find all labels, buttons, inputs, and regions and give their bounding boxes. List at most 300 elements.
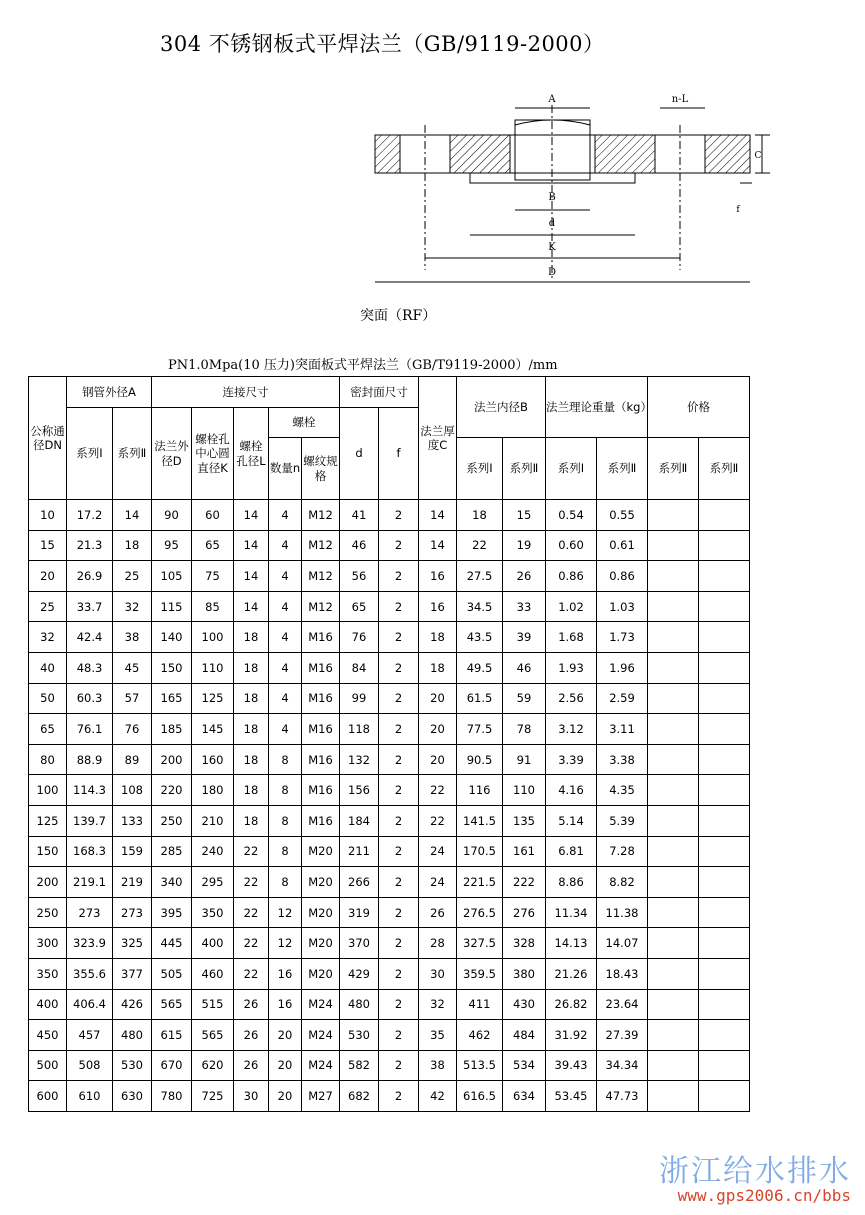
table-cell: 34.34 (597, 1050, 648, 1081)
table-cell: 76 (113, 714, 152, 745)
table-cell: 221.5 (457, 867, 503, 898)
table-cell: 24 (419, 867, 457, 898)
table-cell: 57 (113, 683, 152, 714)
table-cell: 14 (419, 500, 457, 531)
table-body (29, 500, 750, 1112)
table-cell: 340 (152, 867, 192, 898)
table-cell: 219 (113, 867, 152, 898)
table-cell: 8.82 (597, 867, 648, 898)
table-cell: 615 (152, 1020, 192, 1051)
table-cell: 30 (419, 958, 457, 989)
table-cell: 7.28 (597, 836, 648, 867)
table-cell: 76.1 (67, 714, 113, 745)
table-cell: 222 (503, 867, 546, 898)
price-cell (648, 561, 699, 592)
table-cell: 530 (340, 1020, 379, 1051)
table-cell: 620 (192, 1050, 234, 1081)
table-cell: 32 (419, 989, 457, 1020)
table-cell: 240 (192, 836, 234, 867)
table-cell: 27.5 (457, 561, 503, 592)
table-row (29, 897, 750, 928)
table-cell: 1.96 (597, 652, 648, 683)
table-cell: 600 (29, 1081, 67, 1112)
table-cell: 2 (379, 867, 419, 898)
table-cell: 161 (503, 836, 546, 867)
table-cell: 25 (113, 561, 152, 592)
table-cell: 27.39 (597, 1020, 648, 1051)
table-row (29, 805, 750, 836)
table-cell: 15 (503, 500, 546, 531)
flange-spec-table (28, 376, 750, 1112)
table-cell: 400 (192, 928, 234, 959)
table-cell: M16 (302, 652, 340, 683)
table-cell: 395 (152, 897, 192, 928)
table-row (29, 1020, 750, 1051)
table-cell: 46 (340, 530, 379, 561)
table-cell: 24 (419, 836, 457, 867)
table-cell: 33.7 (67, 591, 113, 622)
table-cell: 108 (113, 775, 152, 806)
header-weight: 法兰理论重量（kg） (546, 377, 648, 438)
table-cell: M12 (302, 561, 340, 592)
price-cell (699, 928, 750, 959)
price-cell (648, 683, 699, 714)
table-cell: 670 (152, 1050, 192, 1081)
table-cell: 2.59 (597, 683, 648, 714)
raised-face-caption: 突面（RF） (360, 308, 437, 324)
header-bore-s1: 系列Ⅰ (457, 438, 503, 500)
table-cell: 505 (152, 958, 192, 989)
table-cell: 500 (29, 1050, 67, 1081)
price-cell (648, 1081, 699, 1112)
table-cell: 211 (340, 836, 379, 867)
table-cell: 114.3 (67, 775, 113, 806)
table-cell: 4 (269, 714, 302, 745)
table-cell: 46 (503, 652, 546, 683)
table-cell: 2 (379, 622, 419, 653)
price-cell (699, 622, 750, 653)
table-cell: 4 (269, 530, 302, 561)
table-cell: 3.11 (597, 714, 648, 745)
table-cell: 2 (379, 958, 419, 989)
table-cell: 220 (152, 775, 192, 806)
table-cell: 219.1 (67, 867, 113, 898)
table-cell: 60.3 (67, 683, 113, 714)
table-cell: 168.3 (67, 836, 113, 867)
table-cell: 616.5 (457, 1081, 503, 1112)
table-cell: 26 (234, 989, 269, 1020)
table-cell: M20 (302, 836, 340, 867)
table-cell: 135 (503, 805, 546, 836)
table-cell: 11.38 (597, 897, 648, 928)
price-cell (699, 958, 750, 989)
table-cell: 84 (340, 652, 379, 683)
table-cell: 355.6 (67, 958, 113, 989)
table-cell: 2 (379, 500, 419, 531)
table-cell: 22 (234, 897, 269, 928)
table-cell: 20 (269, 1050, 302, 1081)
price-cell (699, 1081, 750, 1112)
price-cell (648, 928, 699, 959)
table-cell: 2 (379, 591, 419, 622)
table-cell: M24 (302, 1050, 340, 1081)
header-bore: 法兰内径B (457, 377, 546, 438)
table-cell: 14 (113, 500, 152, 531)
header-bolt-hole: 螺栓孔径L (234, 408, 269, 500)
table-cell: 160 (192, 744, 234, 775)
table-cell: 780 (152, 1081, 192, 1112)
header-seal-d: d (340, 408, 379, 500)
table-cell: 22 (419, 775, 457, 806)
table-cell: 445 (152, 928, 192, 959)
price-cell (648, 714, 699, 745)
table-cell: 26 (234, 1050, 269, 1081)
table-cell: 200 (152, 744, 192, 775)
dim-d-label: d (548, 218, 556, 229)
table-row (29, 530, 750, 561)
table-cell: 8 (269, 836, 302, 867)
table-cell: 200 (29, 867, 67, 898)
price-cell (699, 989, 750, 1020)
price-cell (648, 622, 699, 653)
table-cell: 610 (67, 1081, 113, 1112)
table-cell: 300 (29, 928, 67, 959)
table-row (29, 1081, 750, 1112)
price-cell (699, 897, 750, 928)
header-price-s1: 系列Ⅱ (648, 438, 699, 500)
table-cell: 100 (192, 622, 234, 653)
table-cell: M16 (302, 775, 340, 806)
table-cell: 80 (29, 744, 67, 775)
table-cell: M20 (302, 897, 340, 928)
table-cell: 59 (503, 683, 546, 714)
price-cell (699, 867, 750, 898)
table-cell: M12 (302, 591, 340, 622)
table-cell: 18 (457, 500, 503, 531)
table-cell: 1.73 (597, 622, 648, 653)
table-cell: M16 (302, 744, 340, 775)
table-cell: 10 (29, 500, 67, 531)
table-cell: 40 (29, 652, 67, 683)
table-cell: 530 (113, 1050, 152, 1081)
price-cell (699, 500, 750, 531)
table-cell: 33 (503, 591, 546, 622)
table-cell: 35 (419, 1020, 457, 1051)
table-cell: 32 (113, 591, 152, 622)
table-cell: 22 (234, 867, 269, 898)
table-cell: M24 (302, 989, 340, 1020)
table-cell: 19 (503, 530, 546, 561)
header-pipe-od: 钢管外径A (67, 377, 152, 408)
price-cell (699, 1050, 750, 1081)
table-cell: 12 (269, 928, 302, 959)
table-cell: 22 (457, 530, 503, 561)
table-cell: 2 (379, 1081, 419, 1112)
table-cell: 26 (503, 561, 546, 592)
header-bolt-thread: 螺纹规格 (302, 438, 340, 500)
table-cell: 32 (29, 622, 67, 653)
price-cell (648, 744, 699, 775)
table-row (29, 775, 750, 806)
header-connection: 连接尺寸 (152, 377, 340, 408)
table-cell: 115 (152, 591, 192, 622)
table-cell: M27 (302, 1081, 340, 1112)
table-cell: 75 (192, 561, 234, 592)
table-cell: 150 (29, 836, 67, 867)
table-row (29, 744, 750, 775)
price-cell (648, 805, 699, 836)
table-cell: M24 (302, 1020, 340, 1051)
table-cell: 5.14 (546, 805, 597, 836)
table-cell: 4.16 (546, 775, 597, 806)
price-cell (699, 530, 750, 561)
table-cell: 110 (192, 652, 234, 683)
table-cell: M20 (302, 928, 340, 959)
table-cell: M16 (302, 683, 340, 714)
header-bolt-circle: 螺栓孔中心圆直径K (192, 408, 234, 500)
table-cell: 3.38 (597, 744, 648, 775)
table-cell: 2 (379, 836, 419, 867)
table-row (29, 561, 750, 592)
table-cell: 50 (29, 683, 67, 714)
table-cell: 132 (340, 744, 379, 775)
table-cell: 429 (340, 958, 379, 989)
table-cell: 133 (113, 805, 152, 836)
table-cell: 18 (234, 683, 269, 714)
dim-nl-label: n-L (671, 94, 689, 105)
table-cell: 565 (192, 1020, 234, 1051)
table-cell: 60 (192, 500, 234, 531)
table-cell: 411 (457, 989, 503, 1020)
table-cell: 5.39 (597, 805, 648, 836)
table-cell: 2 (379, 1050, 419, 1081)
table-cell: 26 (234, 1020, 269, 1051)
price-cell (648, 989, 699, 1020)
table-cell: 3.39 (546, 744, 597, 775)
table-cell: 0.54 (546, 500, 597, 531)
table-cell: 515 (192, 989, 234, 1020)
table-cell: 125 (192, 683, 234, 714)
price-cell (699, 561, 750, 592)
table-cell: 180 (192, 775, 234, 806)
table-cell: 2 (379, 775, 419, 806)
table-title: PN1.0Mpa(10 压力)突面板式平焊法兰（GB/T9119-2000）/mm (168, 358, 558, 373)
table-cell: 15 (29, 530, 67, 561)
table-row (29, 958, 750, 989)
header-dn: 公称通径DN (29, 377, 67, 500)
table-row (29, 652, 750, 683)
table-cell: 319 (340, 897, 379, 928)
table-cell: 0.61 (597, 530, 648, 561)
table-cell: 2.56 (546, 683, 597, 714)
table-cell: 8 (269, 867, 302, 898)
table-cell: 480 (340, 989, 379, 1020)
table-cell: 14.07 (597, 928, 648, 959)
table-cell: 285 (152, 836, 192, 867)
price-cell (648, 897, 699, 928)
table-cell: 184 (340, 805, 379, 836)
table-cell: 276 (503, 897, 546, 928)
table-cell: 210 (192, 805, 234, 836)
table-cell: 170.5 (457, 836, 503, 867)
table-cell: 26.82 (546, 989, 597, 1020)
table-cell: 4 (269, 500, 302, 531)
table-cell: 16 (419, 561, 457, 592)
table-cell: 4 (269, 622, 302, 653)
table-cell: 725 (192, 1081, 234, 1112)
header-bolt-qty: 数量n (269, 438, 302, 500)
table-cell: 141.5 (457, 805, 503, 836)
table-row (29, 1050, 750, 1081)
header-weight-s2: 系列Ⅱ (597, 438, 648, 500)
table-cell: 2 (379, 530, 419, 561)
table-cell: 61.5 (457, 683, 503, 714)
table-cell: 76 (340, 622, 379, 653)
price-cell (699, 836, 750, 867)
table-cell: 380 (503, 958, 546, 989)
table-cell: 18 (234, 652, 269, 683)
table-cell: 2 (379, 714, 419, 745)
header-thickness: 法兰厚度C (419, 377, 457, 500)
table-cell: 39 (503, 622, 546, 653)
table-cell: 18 (234, 744, 269, 775)
table-cell: 14.13 (546, 928, 597, 959)
table-cell: 327.5 (457, 928, 503, 959)
table-row (29, 836, 750, 867)
dim-f-label: f (736, 205, 740, 215)
table-cell: 38 (113, 622, 152, 653)
table-cell: 14 (234, 500, 269, 531)
table-cell: 16 (419, 591, 457, 622)
table-cell: 118 (340, 714, 379, 745)
price-cell (648, 867, 699, 898)
table-cell: 359.5 (457, 958, 503, 989)
table-cell: 323.9 (67, 928, 113, 959)
table-cell: 682 (340, 1081, 379, 1112)
header-bore-s2: 系列Ⅱ (503, 438, 546, 500)
table-cell: 462 (457, 1020, 503, 1051)
price-cell (648, 836, 699, 867)
table-cell: 31.92 (546, 1020, 597, 1051)
table-cell: 8 (269, 775, 302, 806)
table-cell: 2 (379, 989, 419, 1020)
table-cell: 276.5 (457, 897, 503, 928)
table-cell: 20 (419, 714, 457, 745)
table-cell: 90.5 (457, 744, 503, 775)
table-cell: 95 (152, 530, 192, 561)
table-row (29, 683, 750, 714)
watermark-url: www.gps2006.cn/bbs (677, 1186, 851, 1205)
header-seal: 密封面尺寸 (340, 377, 419, 408)
price-cell (648, 1050, 699, 1081)
price-cell (648, 775, 699, 806)
table-cell: 20 (419, 683, 457, 714)
table-cell: 125 (29, 805, 67, 836)
table-cell: M20 (302, 867, 340, 898)
table-cell: 508 (67, 1050, 113, 1081)
table-cell: M16 (302, 622, 340, 653)
table-row (29, 622, 750, 653)
table-cell: 47.73 (597, 1081, 648, 1112)
table-cell: 25 (29, 591, 67, 622)
table-cell: 22 (234, 836, 269, 867)
table-cell: 18.43 (597, 958, 648, 989)
table-cell: 42 (419, 1081, 457, 1112)
table-cell: 484 (503, 1020, 546, 1051)
table-cell: 26.9 (67, 561, 113, 592)
table-cell: M12 (302, 530, 340, 561)
table-cell: 105 (152, 561, 192, 592)
table-cell: 78 (503, 714, 546, 745)
table-cell: 16 (269, 989, 302, 1020)
price-cell (699, 683, 750, 714)
table-cell: 0.86 (546, 561, 597, 592)
table-cell: M16 (302, 714, 340, 745)
table-cell: 1.93 (546, 652, 597, 683)
table-cell: 14 (234, 591, 269, 622)
table-cell: 39.43 (546, 1050, 597, 1081)
table-cell: 8 (269, 744, 302, 775)
table-cell: 370 (340, 928, 379, 959)
table-cell: 139.7 (67, 805, 113, 836)
table-cell: 18 (113, 530, 152, 561)
table-cell: 0.86 (597, 561, 648, 592)
table-cell: 30 (234, 1081, 269, 1112)
table-cell: 156 (340, 775, 379, 806)
price-cell (648, 591, 699, 622)
table-cell: 23.64 (597, 989, 648, 1020)
table-cell: 53.45 (546, 1081, 597, 1112)
table-cell: 513.5 (457, 1050, 503, 1081)
table-cell: 20 (419, 744, 457, 775)
table-cell: 0.55 (597, 500, 648, 531)
table-cell: 460 (192, 958, 234, 989)
table-cell: 28 (419, 928, 457, 959)
price-cell (699, 1020, 750, 1051)
table-cell: 22 (419, 805, 457, 836)
table-cell: 145 (192, 714, 234, 745)
table-row (29, 591, 750, 622)
price-cell (699, 591, 750, 622)
table-cell: 100 (29, 775, 67, 806)
header-flange-od: 法兰外径D (152, 408, 192, 500)
watermark-brand: 浙江给水排水 (659, 1154, 851, 1189)
table-cell: M20 (302, 958, 340, 989)
dim-d-outer-label: D (547, 267, 557, 278)
table-cell: 85 (192, 591, 234, 622)
table-cell: 159 (113, 836, 152, 867)
table-cell: 325 (113, 928, 152, 959)
table-row (29, 867, 750, 898)
table-cell: 150 (152, 652, 192, 683)
table-cell: 14 (419, 530, 457, 561)
table-cell: 12 (269, 897, 302, 928)
table-cell: 18 (234, 805, 269, 836)
table-cell: 2 (379, 805, 419, 836)
table-cell: 2 (379, 652, 419, 683)
table-cell: 16 (269, 958, 302, 989)
table-cell: 430 (503, 989, 546, 1020)
table-cell: M12 (302, 500, 340, 531)
header-pipe-s1: 系列Ⅰ (67, 408, 113, 500)
table-cell: 565 (152, 989, 192, 1020)
table-cell: 1.02 (546, 591, 597, 622)
table-cell: 18 (234, 775, 269, 806)
table-cell: 426 (113, 989, 152, 1020)
table-cell: 65 (29, 714, 67, 745)
page-title: 304 不锈钢板式平焊法兰（GB/9119-2000） (160, 32, 605, 56)
table-cell: 14 (234, 561, 269, 592)
